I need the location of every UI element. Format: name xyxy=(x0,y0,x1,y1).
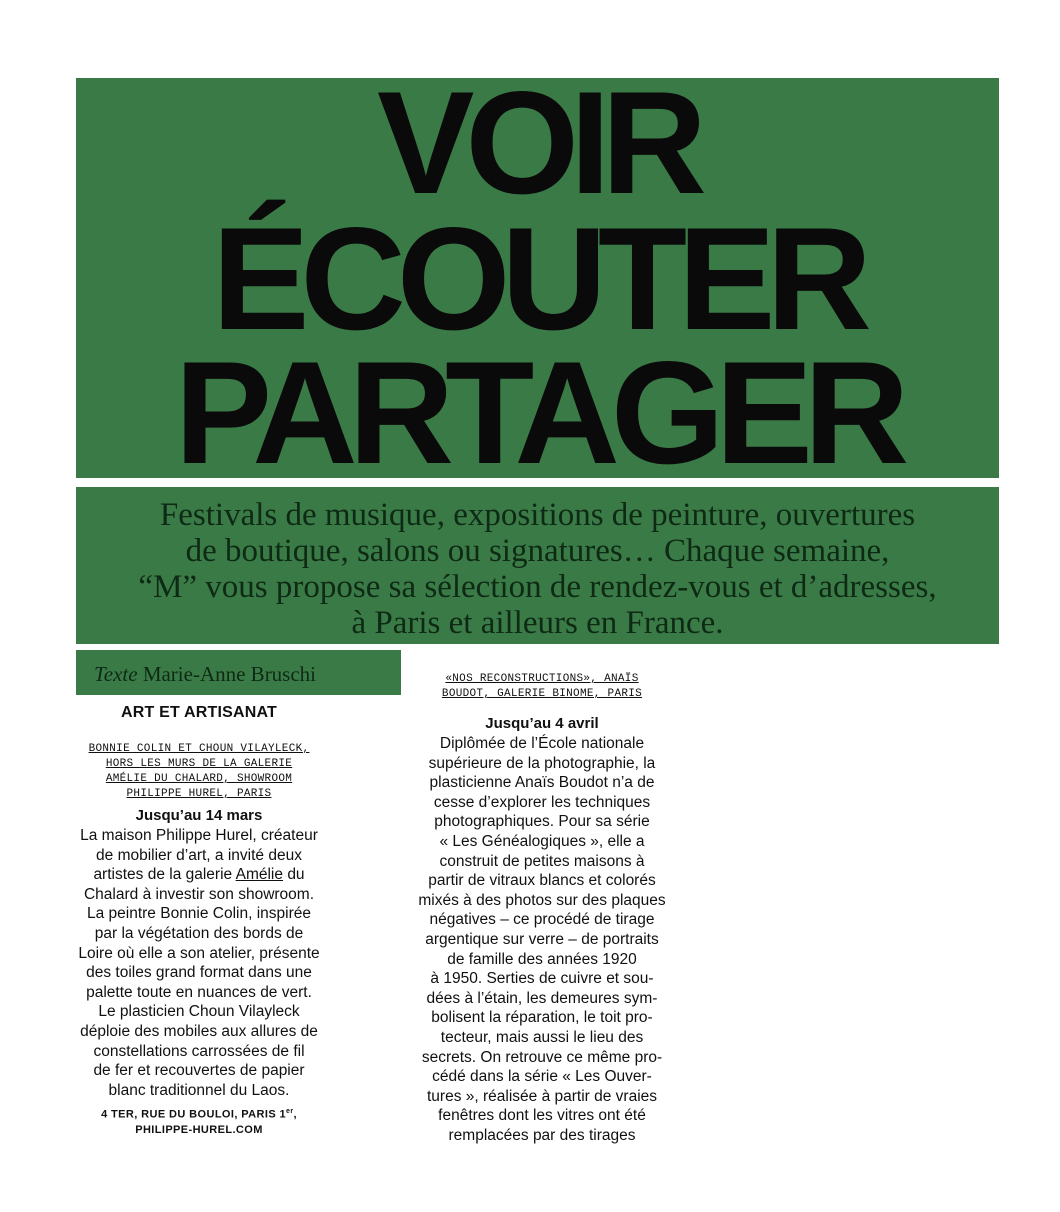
venue-heading[interactable]: BONNIE COLIN ET CHOUN VILAYLECK, HORS LES MURS DE LA GALERIE AMÉLIE DU CHALARD, SHOWROOM PHILIPPE HUREL, PARIS xyxy=(88,743,310,800)
article-body: La maison Philippe Hurel, créateur de mobilier d’art, a invité deux artistes de la galerie Amélie du Chalard à investir son showroom. La peintre Bonnie Colin, inspirée par la végétation des bords de Loire où elle a son atelier, présente des toiles grand format dans une palette toute en nuances de vert. Le plasticien Choun Vilayleck déploie des mobiles aux allures de constellations carrossées de fil de fer et recouvertes de papier blanc traditionnel du Laos. xyxy=(78,827,320,1099)
headline-voir: VOIR xyxy=(377,78,698,224)
intro-line: à Paris et ailleurs en France. xyxy=(351,605,724,641)
event-date: Jusqu’au 4 avril xyxy=(485,715,599,732)
venue-address: 4 TER, RUE DU BOULOI, PARIS 1er, PHILIPPE-HUREL.COM xyxy=(76,1104,322,1138)
website-link[interactable]: PHILIPPE-HUREL.COM xyxy=(135,1123,263,1136)
intro-standfirst xyxy=(76,487,999,644)
intro-line: de boutique, salons ou signatures… Chaque semaine, xyxy=(185,533,890,569)
byline xyxy=(76,650,401,695)
venue-heading[interactable]: «NOS RECONSTRUCTIONS», ANAÏS BOUDOT, GALERIE BINOME, PARIS xyxy=(441,673,643,700)
intro-line: “M” vous propose sa sélection de rendez-vous et d’adresses, xyxy=(138,569,937,605)
headline-partager: PARTAGER xyxy=(174,331,901,478)
amelie-link[interactable]: Amélie xyxy=(235,866,283,884)
headline-ecouter: ÉCOUTER xyxy=(212,197,863,360)
event-date: Jusqu’au 14 mars xyxy=(135,807,263,824)
masthead-banner xyxy=(76,78,999,478)
article-body: Diplômée de l’École nationale supérieure de la photographie, la plasticienne Anaïs Boudot n’a de cesse d’explorer les techniques photographiques. Pour sa série « Les Généalogiques », elle a construit de petites maisons à partir de vitraux blancs et colorés mixés à des photos sur des plaques négatives – ce procédé de tirage argentique sur verre – de portraits de famille des années 1920 à 1950. Serties de cuivre et sou- dées à l’étain, les demeures sym- bolisent la réparation, le toit pro- tecteur, mais aussi le lieu des secrets. On retrouve ce même pro- cédé dans la série « Les Ouver- tures », réalisée à partir de vraies fenêtres dont les vitres ont été remplacées par des tirages xyxy=(418,735,666,1144)
article-art-et-artisanat xyxy=(76,704,322,1138)
byline-prefix: Texte xyxy=(94,662,138,686)
byline-author: Marie-Anne Bruschi xyxy=(142,662,317,686)
article-nos-reconstructions xyxy=(416,672,668,1145)
intro-line: Festivals de musique, expositions de peinture, ouvertures xyxy=(159,497,916,533)
section-title: ART ET ARTISANAT xyxy=(120,704,278,721)
